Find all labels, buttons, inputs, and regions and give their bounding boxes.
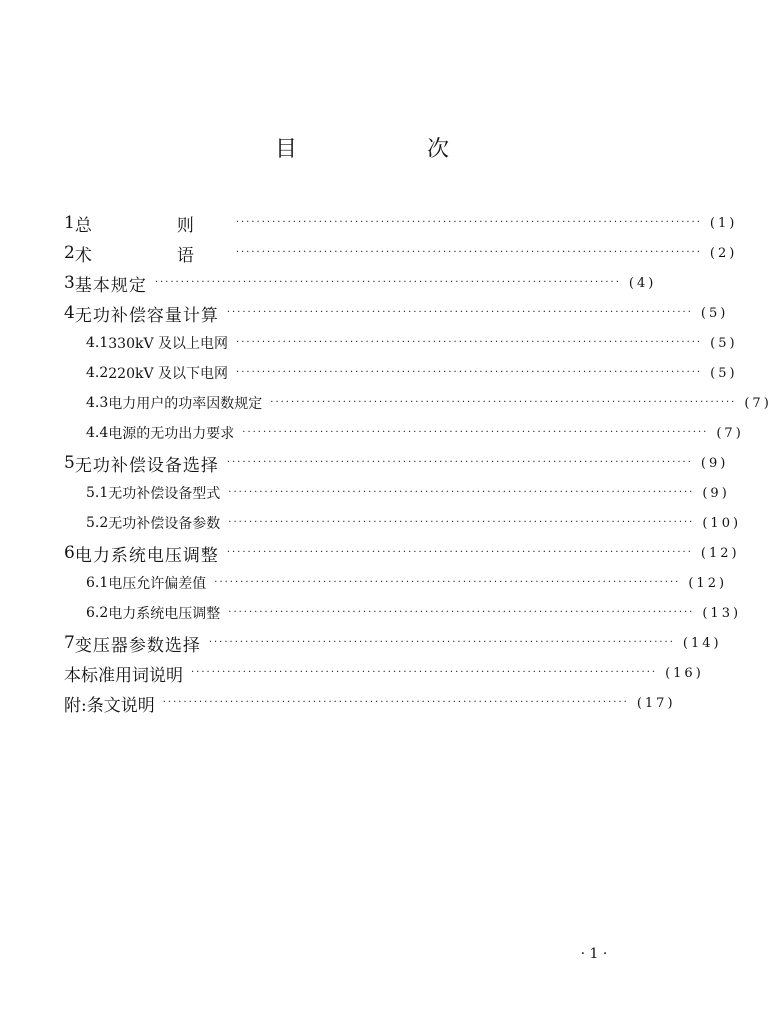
toc-entry-number: 4.2 <box>86 365 109 381</box>
toc-entry-4-4[interactable] <box>64 418 744 448</box>
toc-entry-appendix[interactable] <box>64 688 676 718</box>
toc-leader-dots: ·························································································· <box>235 247 702 258</box>
toc-entry-label: 无功补偿设备型式 <box>108 486 221 502</box>
toc-entry-label: 电力系统电压调整 <box>108 606 221 622</box>
toc-entry-3[interactable] <box>64 268 657 298</box>
toc-entry-number: 6.2 <box>86 605 109 621</box>
toc-leader-dots: ·························································································· <box>236 367 703 378</box>
toc-entry-1[interactable] <box>64 208 738 238</box>
toc-leader-dots: ·························································································· <box>226 547 693 558</box>
toc-leader-dots: ·························································································· <box>228 517 695 528</box>
toc-entry-page: (14) <box>682 635 722 651</box>
toc-entry-4-1[interactable] <box>64 328 738 358</box>
toc-entry-label: 无功补偿设备选择 <box>74 455 219 476</box>
toc-entry-page: (1) <box>709 215 738 231</box>
toc-entry-5-1[interactable] <box>64 478 730 508</box>
toc-entry-number: 6 <box>64 543 75 563</box>
toc-entry-number: 4 <box>64 303 75 323</box>
toc-entry-page: (5) <box>710 365 738 381</box>
toc-entry-label: 电力系统电压调整 <box>74 545 219 566</box>
toc-entry-page: (10) <box>702 515 742 531</box>
toc-entry-number: 5.1 <box>86 485 109 501</box>
toc-entry-page: (2) <box>709 245 738 261</box>
toc-leader-dots: ·························································································· <box>226 457 693 468</box>
toc-leader-dots: ·························································································· <box>228 487 695 498</box>
toc-entry-page: (5) <box>710 335 738 351</box>
toc-entry-page: (12) <box>700 545 740 561</box>
toc-entry-number: 4.1 <box>86 335 109 351</box>
toc-entry-label: 无功补偿容量计算 <box>74 305 219 326</box>
toc-entry-5-2[interactable] <box>64 508 742 538</box>
toc-entry-6-1[interactable] <box>64 568 728 598</box>
toc-entry-label: 330kV 及以上电网 <box>108 336 229 352</box>
toc-leader-dots: ·························································································· <box>214 577 681 588</box>
toc-entry-6-2[interactable] <box>64 598 742 628</box>
toc-entry-label: 220kV 及以下电网 <box>108 366 229 382</box>
toc-entry-number: 7 <box>64 633 75 653</box>
toc-leader-dots: ·························································································· <box>208 637 675 648</box>
toc-entry-label: 变压器参数选择 <box>74 635 201 656</box>
toc-entry-page: (9) <box>702 485 730 501</box>
toc-entry-number: 5.2 <box>86 515 109 531</box>
toc-entry-label: 附:条文说明 <box>64 695 155 716</box>
toc-entry-number: 6.1 <box>86 575 109 591</box>
toc-leader-dots: ·························································································· <box>228 607 695 618</box>
toc-entry-number: 1 <box>64 213 75 233</box>
toc-entry-page: (13) <box>702 605 742 621</box>
toc-entry-page: (7) <box>716 425 744 441</box>
toc-leader-dots: ·························································································· <box>242 427 709 438</box>
toc-leader-dots: ·························································································· <box>236 337 703 348</box>
toc-leader-dots: ·························································································· <box>162 697 629 708</box>
toc-entry-label: 电压允许偏差值 <box>108 576 207 592</box>
toc-entry-4-2[interactable] <box>64 358 738 388</box>
toc-entry-2[interactable] <box>64 238 738 268</box>
toc-entry-label: 本标准用词说明 <box>64 665 183 686</box>
toc-entry-page: (5) <box>700 305 729 321</box>
toc-entry-label: 总 则 <box>74 215 228 236</box>
toc-leader-dots: ·························································································· <box>226 307 693 318</box>
toc-entry-5[interactable] <box>64 448 729 478</box>
toc-leader-dots: ·························································································· <box>191 667 658 678</box>
toc-entry-number: 5 <box>64 453 75 473</box>
toc-entry-page: (12) <box>688 575 728 591</box>
toc-entry-label: 电源的无功出力要求 <box>108 426 235 442</box>
toc-entry-label: 电力用户的功率因数规定 <box>108 396 263 412</box>
toc-entry-label: 基本规定 <box>74 275 147 296</box>
table-of-contents <box>64 208 772 718</box>
toc-entry-7[interactable] <box>64 628 722 658</box>
toc-leader-dots: ·························································································· <box>270 397 737 408</box>
toc-entry-page: (4) <box>628 275 657 291</box>
toc-entry-page: (7) <box>744 395 772 411</box>
toc-entry-page: (9) <box>700 455 729 471</box>
toc-entry-6[interactable] <box>64 538 740 568</box>
toc-entry-number: 4.4 <box>86 425 109 441</box>
toc-leader-dots: ·························································································· <box>154 277 621 288</box>
toc-entry-page: (17) <box>636 695 676 711</box>
toc-entry-label: 术 语 <box>74 245 228 266</box>
toc-entry-label: 无功补偿设备参数 <box>108 516 221 532</box>
page-number: · 1 · <box>580 946 608 962</box>
toc-leader-dots: ·························································································· <box>235 217 702 228</box>
toc-entry-number: 4.3 <box>86 395 109 411</box>
toc-entry-number: 3 <box>64 273 75 293</box>
toc-entry-terms[interactable] <box>64 658 704 688</box>
toc-entry-4[interactable] <box>64 298 729 328</box>
toc-entry-number: 2 <box>64 243 75 263</box>
toc-entry-page: (16) <box>665 665 704 681</box>
page-title: 目 次 <box>274 137 503 162</box>
toc-entry-4-3[interactable] <box>64 388 772 418</box>
